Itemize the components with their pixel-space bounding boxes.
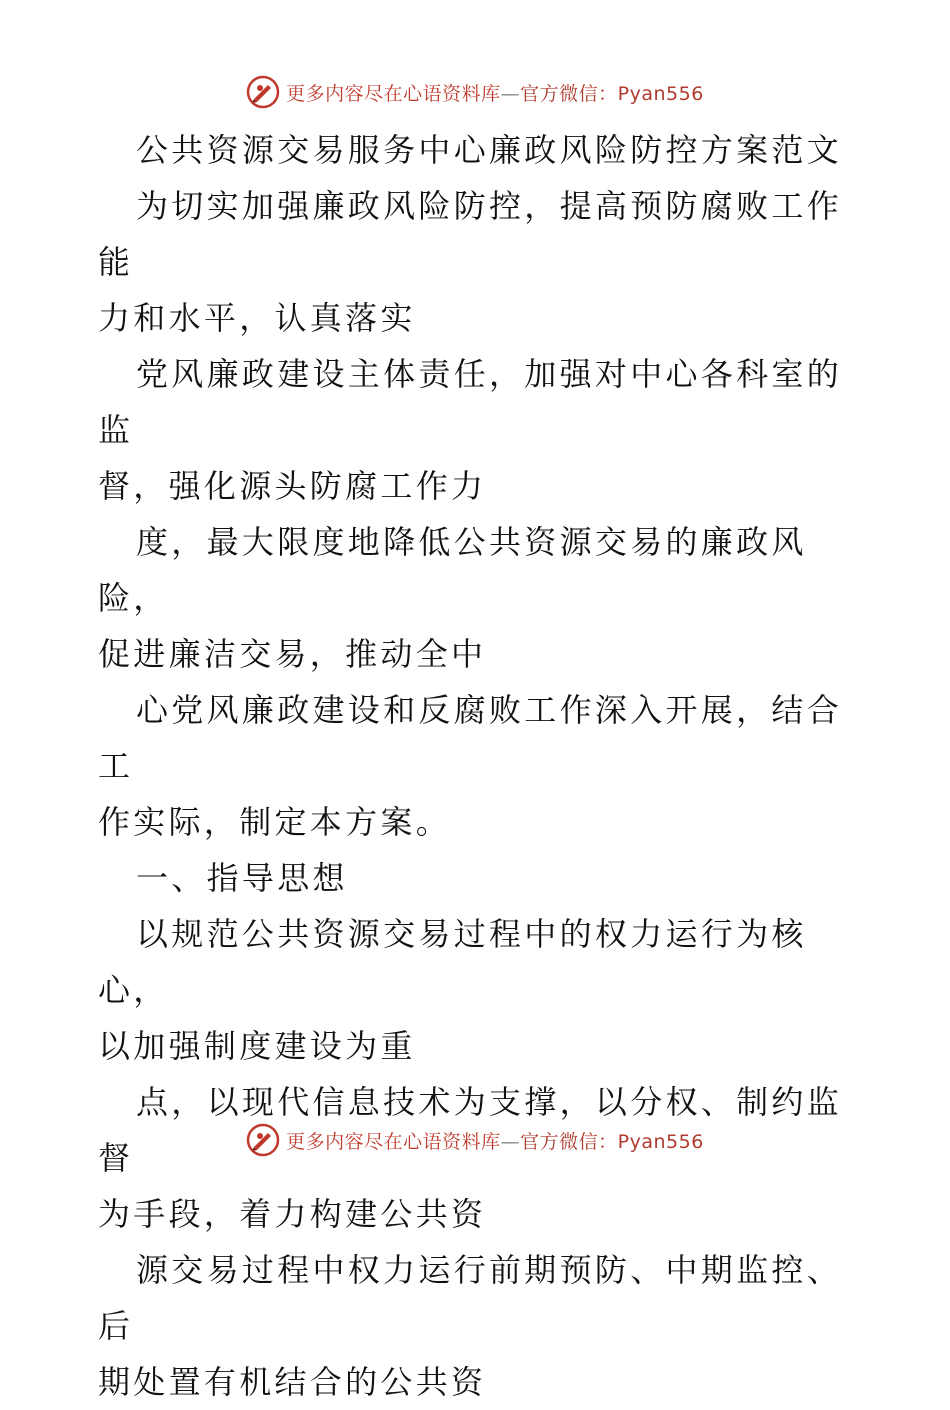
paragraph-line: 为切实加强廉政风险防控，提高预防腐败工作能: [98, 187, 843, 281]
paragraph-line: 点，以现代信息技术为支撑，以分权、制约监督: [98, 1083, 843, 1177]
paragraph-line: 作实际，制定本方案。: [98, 803, 452, 841]
paragraph-line: 党风廉政建设主体责任，加强对中心各科室的监: [98, 355, 843, 449]
watermark-wechat: 官方微信：Pyan556: [520, 1130, 704, 1153]
paragraph-line: 心党风廉政建设和反腐败工作深入开展，结合工: [98, 691, 843, 785]
watermark-wechat: 官方微信：Pyan556: [520, 82, 704, 105]
paragraph: [98, 178, 854, 346]
watermark-text: 更多内容尽在心语资料库: [286, 82, 501, 105]
paragraph-line: 以加强制度建设为重: [98, 1027, 416, 1065]
paragraph: [98, 1242, 854, 1410]
watermark-separator: —: [500, 82, 521, 105]
document-title: 公共资源交易服务中心廉政风险防控方案范文: [136, 131, 843, 169]
paragraph: [98, 682, 854, 850]
paragraph-line: 以规范公共资源交易过程中的权力运行为核心，: [98, 915, 807, 1009]
document-body: [98, 122, 854, 1410]
paragraph: [98, 514, 854, 682]
paragraph-line: 促进廉洁交易，推动全中: [98, 635, 487, 673]
pen-logo-icon: [246, 75, 280, 109]
paragraph-line: 督，强化源头防腐工作力: [98, 467, 487, 505]
paragraph-line: 一、指导思想: [136, 859, 348, 897]
header-watermark: [0, 70, 950, 114]
watermark-separator: —: [500, 1130, 521, 1153]
paragraph: [98, 346, 854, 514]
paragraph-line: 力和水平，认真落实: [98, 299, 416, 337]
paragraph: [98, 906, 854, 1074]
pen-logo-icon: [246, 1123, 280, 1157]
footer-watermark: [0, 1118, 950, 1162]
section-heading: [98, 850, 854, 906]
paragraph-line: 期处置有机结合的公共资: [98, 1363, 487, 1401]
paragraph-line: 度，最大限度地降低公共资源交易的廉政风险，: [98, 523, 807, 617]
paragraph-line: 为手段，着力构建公共资: [98, 1195, 487, 1233]
watermark-text: 更多内容尽在心语资料库: [286, 1130, 501, 1153]
paragraph-line: 源交易过程中权力运行前期预防、中期监控、后: [98, 1251, 843, 1345]
